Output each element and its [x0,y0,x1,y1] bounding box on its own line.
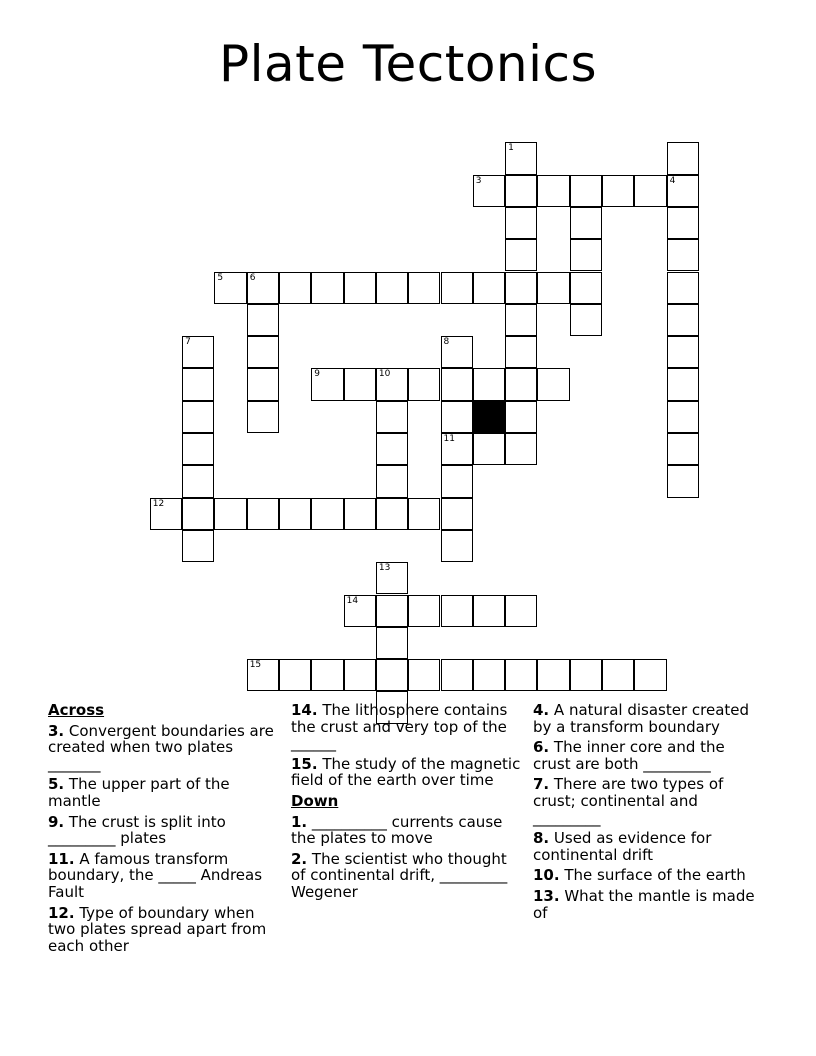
grid-cell[interactable] [473,433,505,465]
grid-cell[interactable] [505,142,537,174]
grid-cell[interactable] [247,272,279,304]
clue-number: 9 [314,369,321,380]
grid-cell[interactable] [505,175,537,207]
grid-cell[interactable] [408,368,440,400]
clue-item-number: 10. [533,866,560,885]
grid-cell[interactable] [634,659,666,691]
grid-cell[interactable] [667,401,699,433]
clue-item [48,814,280,847]
grid-cell[interactable] [376,368,408,400]
grid-cell[interactable] [667,142,699,174]
grid-cell[interactable] [473,368,505,400]
clue-item-number: 8. [533,829,550,848]
grid-cell[interactable] [376,595,408,627]
grid-cell[interactable] [247,498,279,530]
grid-cell[interactable] [667,207,699,239]
grid-cell[interactable] [505,401,537,433]
clue-item-number: 14. [291,701,318,719]
clue-item-number: 12. [48,903,75,922]
clue-item-text: A natural disaster created by a transform boundary [533,701,750,736]
grid-cell[interactable] [537,175,569,207]
clue-item-number: 9. [48,812,65,831]
grid-cell[interactable] [570,304,602,336]
grid-cell[interactable] [570,659,602,691]
grid-cell[interactable] [441,272,473,304]
grid-cell[interactable] [441,368,473,400]
grid-cell[interactable] [441,433,473,465]
clue-item-text: The surface of the earth [559,866,746,885]
clue-item-text: Used as evidence for continental drift [533,829,712,864]
grid-cell[interactable] [311,368,343,400]
clue-number: 3 [475,175,482,186]
clue-item-text: The scientist who thought of continental drift, _________ Wegener [291,849,508,901]
grid-cell[interactable] [150,498,182,530]
grid-cell[interactable] [182,465,214,497]
clue-item-number: 11. [48,849,75,868]
grid-cell[interactable] [441,498,473,530]
grid-cell[interactable] [376,272,408,304]
grid-cell[interactable] [505,433,537,465]
grid-cell[interactable] [279,498,311,530]
clue-item-text: __________ currents cause the plates to move [291,812,503,848]
clue-item-number: 3. [48,721,65,740]
clue-item-number: 15. [291,754,318,773]
grid-cell[interactable] [214,272,246,304]
clue-item [533,702,765,735]
grid-cell[interactable] [667,368,699,400]
clue-item [291,814,523,847]
clue-number: 7 [185,337,191,348]
grid-cell[interactable] [182,498,214,530]
grid-cell[interactable] [667,239,699,271]
grid-cell[interactable] [441,595,473,627]
grid-cell[interactable] [473,659,505,691]
grid-cell[interactable] [667,175,699,207]
clue-item-number: 2. [291,849,308,868]
clue-item [48,851,280,901]
grid-cell[interactable] [537,659,569,691]
grid-cell[interactable] [505,304,537,336]
grid-cell[interactable] [505,207,537,239]
clues-column-1 [48,702,280,958]
grid-cell[interactable] [182,368,214,400]
grid-cell[interactable] [408,595,440,627]
clue-number: 15 [249,660,262,671]
grid-cell[interactable] [505,239,537,271]
grid-cell[interactable] [408,272,440,304]
grid-cell[interactable] [182,401,214,433]
clue-item [48,723,280,773]
grid-cell[interactable] [247,401,279,433]
grid-cell[interactable] [667,304,699,336]
grid-cell[interactable] [408,659,440,691]
grid-cell[interactable] [182,530,214,562]
clue-item [533,739,765,772]
grid-cell[interactable] [667,336,699,368]
grid-cell[interactable] [473,595,505,627]
puzzle-title: Plate Tectonics [218,35,598,93]
clue-item-text: There are two types of crust; continental and _________ [533,775,724,827]
grid-cell[interactable] [247,304,279,336]
grid-cell[interactable] [570,272,602,304]
clue-number: 5 [217,272,224,283]
clue-item-text: Convergent boundaries are created when two plates _______ [48,721,274,773]
clue-item-number: 7. [533,775,550,794]
grid-cell[interactable] [376,627,408,659]
grid-cell[interactable] [570,239,602,271]
grid-cell[interactable] [505,659,537,691]
clue-number: 8 [443,337,450,348]
clue-item [48,776,280,809]
grid-cell[interactable] [441,336,473,368]
grid-cell[interactable] [311,659,343,691]
clue-number: 6 [249,272,256,283]
clues-column-2 [291,702,523,905]
grid-cell[interactable] [214,498,246,530]
grid-cell[interactable] [602,659,634,691]
clue-number: 1 [508,143,514,154]
clue-item [533,867,765,884]
grid-cell[interactable] [344,659,376,691]
grid-cell[interactable] [311,498,343,530]
grid-cell[interactable] [441,401,473,433]
clue-item-number: 6. [533,738,550,757]
clue-number: 13 [378,563,391,574]
grid-cell[interactable] [667,465,699,497]
clue-item [291,702,523,752]
clue-number: 4 [669,175,676,186]
clue-item [291,756,523,789]
grid-cell[interactable] [376,659,408,691]
grid-cell[interactable] [376,401,408,433]
grid-cell[interactable] [247,368,279,400]
grid-cell[interactable] [344,272,376,304]
grid-cell[interactable] [344,498,376,530]
clue-item [291,851,523,901]
grid-cell[interactable] [182,336,214,368]
grid-cell[interactable] [279,659,311,691]
grid-cell[interactable] [311,272,343,304]
across-heading: Across [48,701,105,719]
clue-item-text: What the mantle is made of [533,886,755,922]
clue-item [533,830,765,863]
clue-item-number: 1. [291,812,308,831]
grid-cell[interactable] [441,465,473,497]
grid-cell[interactable] [505,368,537,400]
grid-cell[interactable] [667,433,699,465]
clue-item-text: The inner core and the crust are both _________ [533,738,725,773]
clue-number: 14 [346,595,359,606]
clue-item-number: 5. [48,775,65,794]
grid-cell[interactable] [247,659,279,691]
clue-item [48,905,280,955]
grid-cell[interactable] [279,272,311,304]
grid-cell[interactable] [505,272,537,304]
grid-cell[interactable] [473,175,505,207]
clues-column-3 [533,702,765,925]
clue-number: 10 [378,369,391,380]
grid-cell[interactable] [473,272,505,304]
grid-cell[interactable] [667,272,699,304]
clue-item-text: Type of boundary when two plates spread apart from each other [48,903,267,955]
grid-cell[interactable] [505,595,537,627]
clue-item-text: The upper part of the mantle [48,775,230,810]
clue-item-number: 4. [533,701,550,719]
clue-item-text: A famous transform boundary, the _____ Andreas Fault [48,849,263,901]
grid-cell[interactable] [537,368,569,400]
grid-cell[interactable] [408,498,440,530]
clue-item-number: 13. [533,886,560,905]
grid-cell[interactable] [247,336,279,368]
clue-item-text: The lithosphere contains the crust and very top of the ______ [291,701,508,753]
grid-cell[interactable] [537,272,569,304]
grid-cell[interactable] [344,368,376,400]
grid-cell[interactable] [376,498,408,530]
grid-cell[interactable] [344,595,376,627]
grid-cell[interactable] [376,465,408,497]
grid-cell[interactable] [570,175,602,207]
clue-number: 11 [443,434,455,444]
grid-cell[interactable] [376,433,408,465]
grid-cell[interactable] [634,175,666,207]
clue-item [533,776,765,826]
clue-number: 12 [152,498,165,509]
grid-cell[interactable] [441,530,473,562]
blocked-cell [473,401,505,433]
grid-cell[interactable] [376,562,408,594]
down-heading: Down [291,791,339,810]
grid-cell[interactable] [505,336,537,368]
clue-item-text: The study of the magnetic field of the earth over time [291,754,521,790]
clue-item-text: The crust is split into _________ plates [48,812,226,848]
grid-cell[interactable] [441,659,473,691]
grid-cell[interactable] [182,433,214,465]
clue-item [533,888,765,921]
grid-cell[interactable] [570,207,602,239]
grid-cell[interactable] [602,175,634,207]
